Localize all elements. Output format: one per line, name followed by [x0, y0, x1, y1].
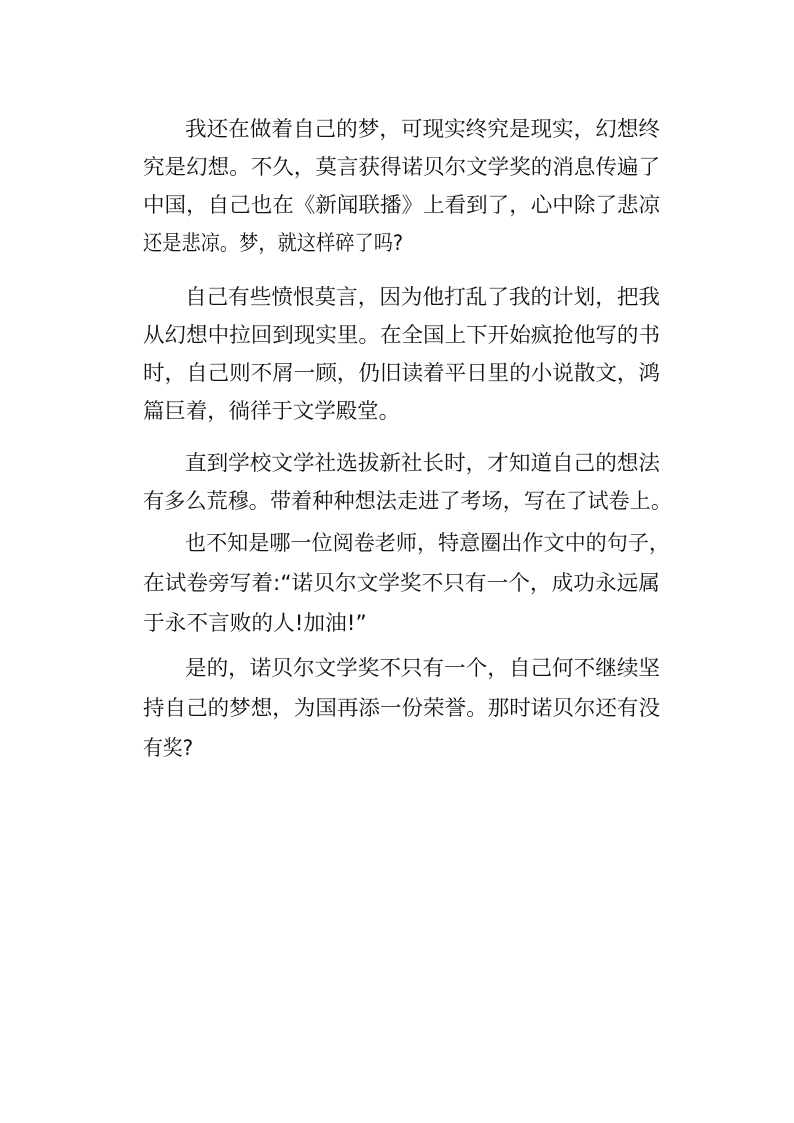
paragraph-2-line-2: 从幻想中拉回到现实里。在全国上下开始疯抢他写的书	[143, 323, 660, 347]
paragraph-1-line-1: 我还在做着自己的梦，可现实终究是现实，幻想终	[185, 117, 660, 141]
paragraph-2-line-3: 时，自己则不屑一顾，仍旧读着平日里的小说散文，鸿	[143, 361, 660, 385]
paragraph-4-line-3: 于永不言败的人!加油!”	[143, 611, 367, 635]
paragraph-3-line-2: 有多么荒穆。带着种种想法走进了考场，写在了试卷上。	[143, 489, 672, 513]
paragraph-2-line-4: 篇巨着，徜徉于文学殿堂。	[143, 399, 400, 423]
paragraph-1-line-4: 还是悲凉。梦，就这样碎了吗?	[143, 231, 404, 255]
paragraph-4-line-1: 也不知是哪一位阅卷老师，特意圈出作文中的句子，	[185, 531, 670, 555]
paragraph-5-line-1: 是的，诺贝尔文学奖不只有一个，自己何不继续坚	[185, 656, 660, 680]
paragraph-3-line-1: 直到学校文学社选拔新社长时，才知道自己的想法	[185, 451, 660, 475]
paragraph-5-line-3: 有奖?	[143, 736, 194, 760]
paragraph-2-line-1: 自己有些愤恨莫言，因为他打乱了我的计划，把我	[185, 285, 660, 309]
paragraph-1-line-3: 中国，自己也在《新闻联播》上看到了，心中除了悲凉	[143, 193, 660, 217]
paragraph-4-line-2: 在试卷旁写着:“诺贝尔文学奖不只有一个，成功永远属	[143, 571, 660, 595]
paragraph-5-line-2: 持自己的梦想，为国再添一份荣誉。那时诺贝尔还有没	[143, 696, 660, 720]
paragraph-1-line-2: 究是幻想。不久，莫言获得诺贝尔文学奖的消息传遍了	[143, 155, 660, 179]
